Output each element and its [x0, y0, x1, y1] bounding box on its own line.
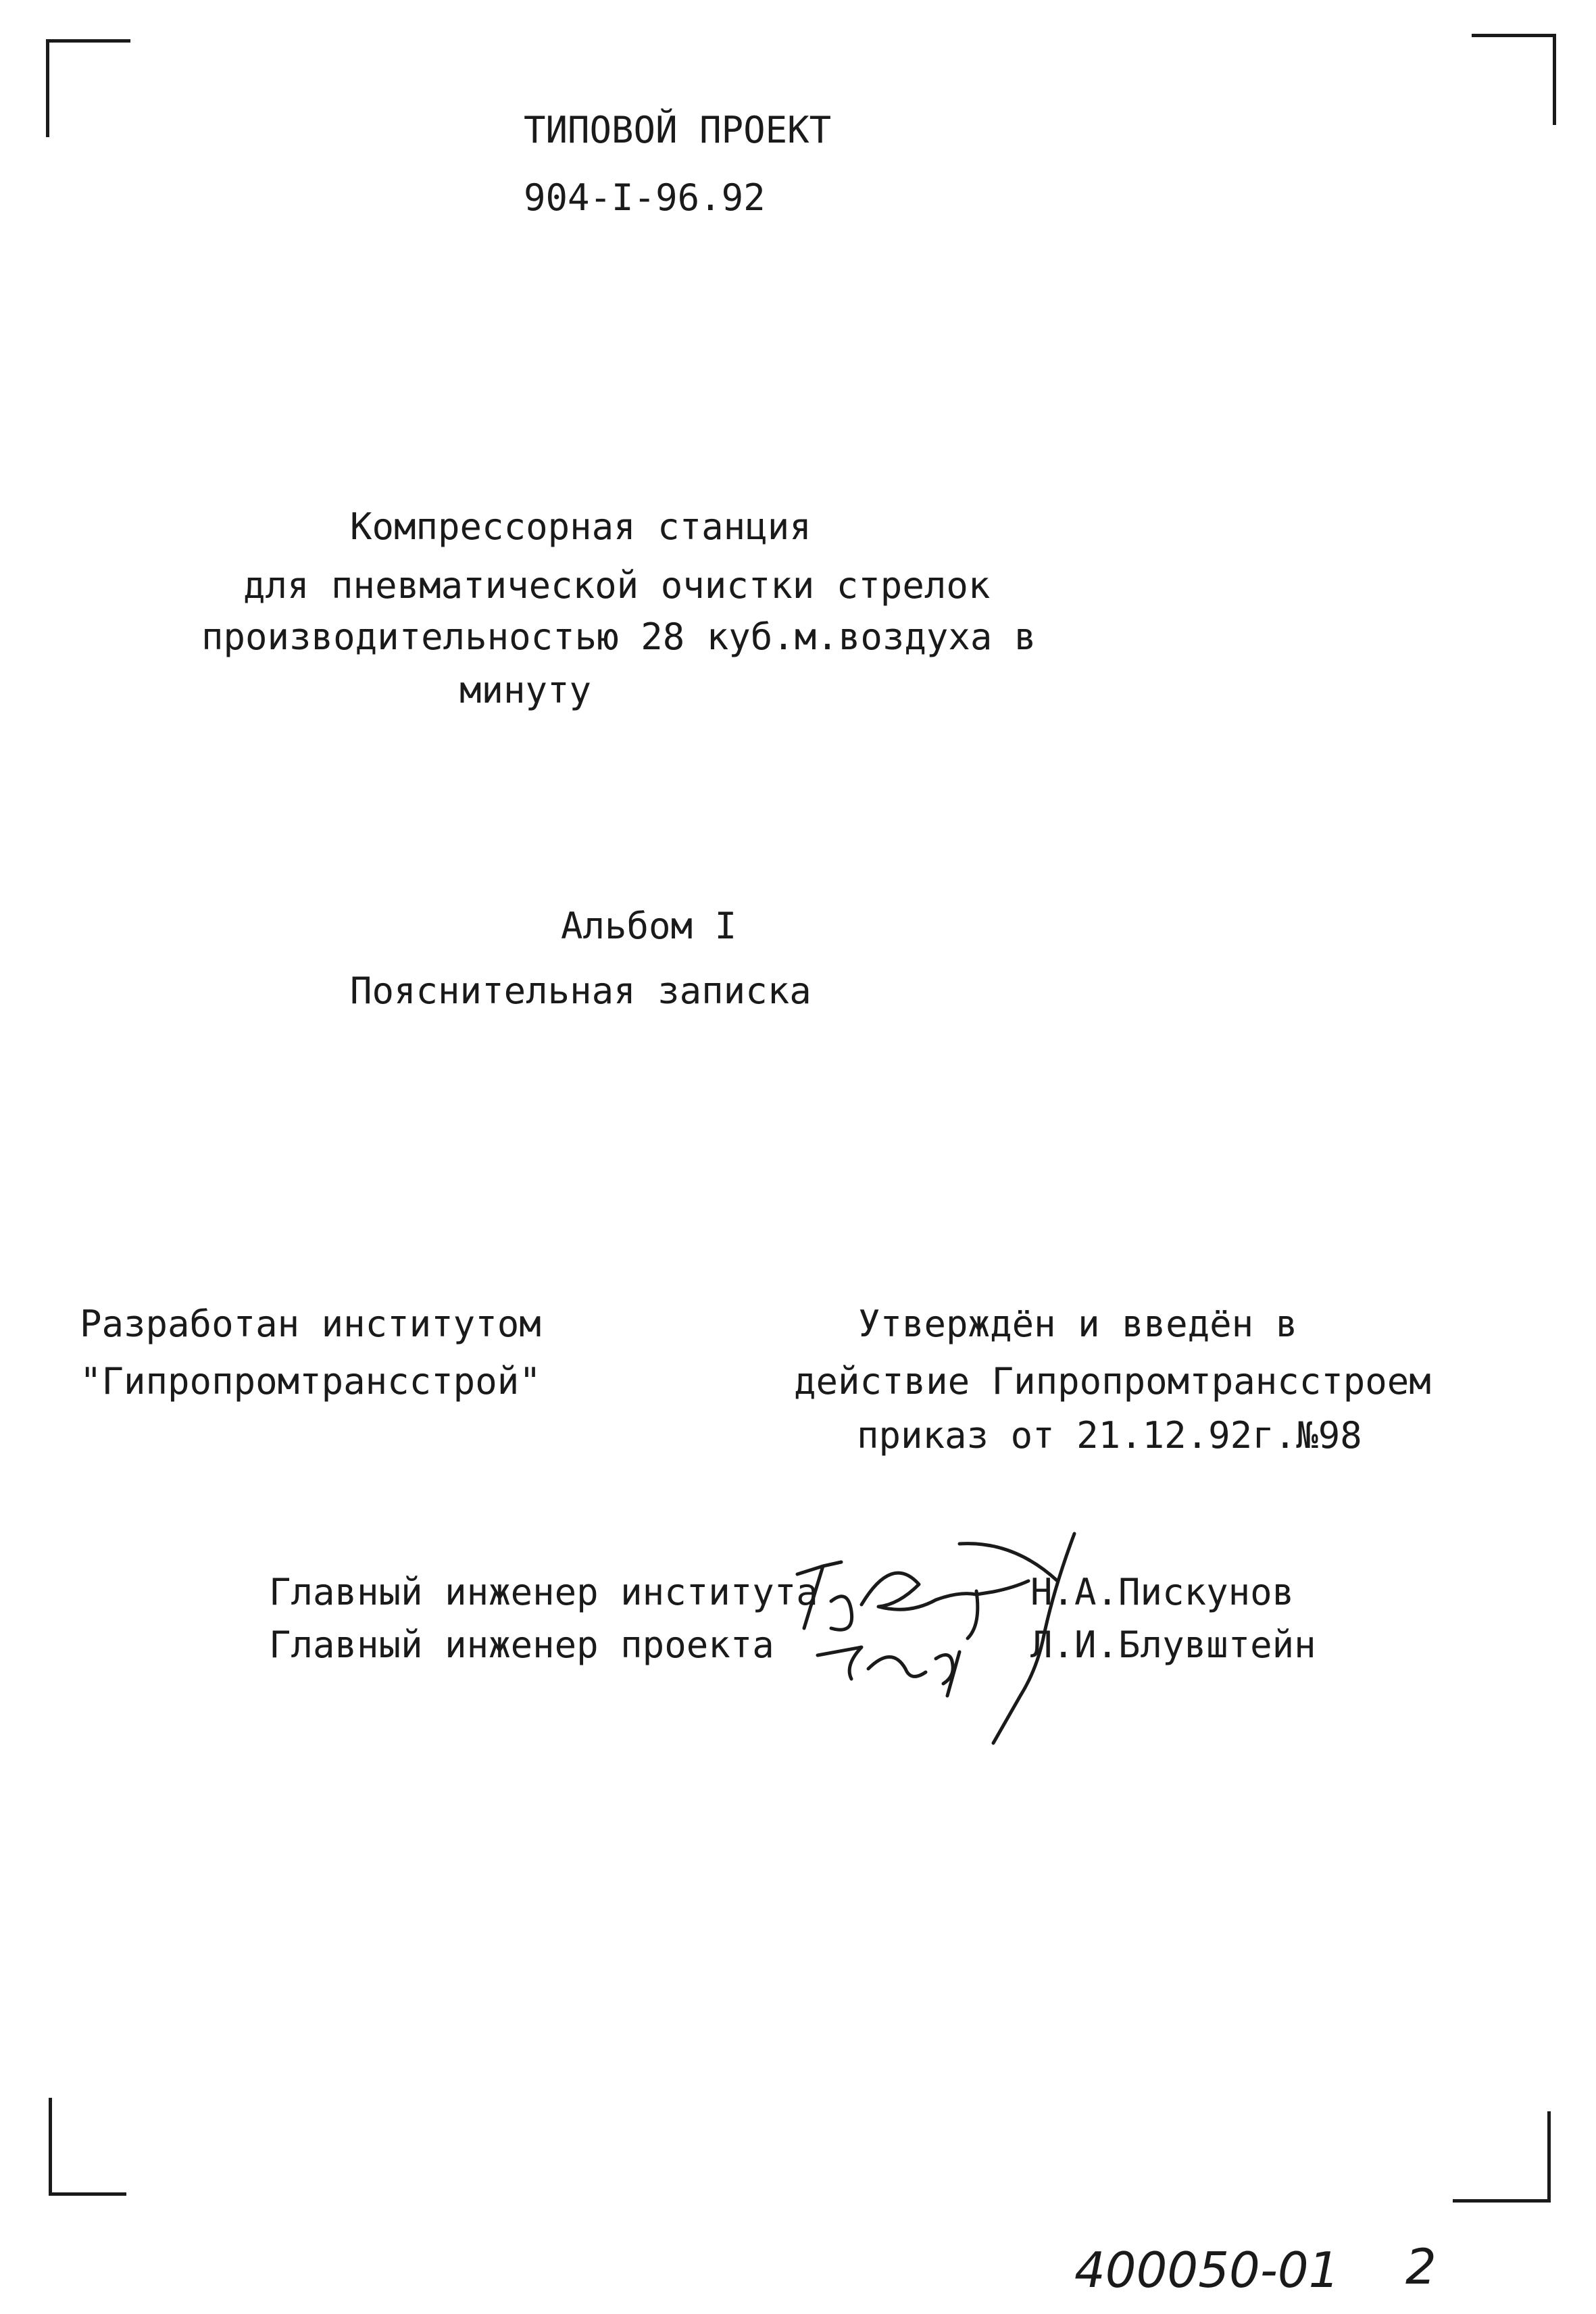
corner-mark-top-left	[46, 39, 130, 137]
title-line-2: для пневматической очистки стрелок	[243, 564, 991, 607]
developer-line-1: Разработан институтом	[80, 1303, 541, 1345]
title-line-4: минуту	[459, 669, 592, 711]
corner-mark-bottom-left	[49, 2098, 126, 2196]
title-line-3: производительностью 28 куб.м.воздуха в	[201, 615, 1037, 658]
corner-mark-bottom-right	[1453, 2111, 1551, 2203]
project-number: 904-I-96.92	[524, 176, 766, 219]
approval-line-3: приказ от 21.12.92г.№98	[857, 1414, 1362, 1457]
signatory-name-2: Л.И.Блувштейн	[1030, 1624, 1316, 1666]
approval-line-1: Утверждён и введён в	[858, 1303, 1298, 1345]
album-name: Пояснительная записка	[350, 970, 812, 1012]
sheet-number: 2	[1405, 2238, 1437, 2295]
approval-line-2: действие Гипропромтрансстроем	[794, 1360, 1431, 1403]
developer-line-2: "Гипропромтрансстрой"	[80, 1360, 541, 1403]
project-type: ТИПОВОЙ ПРОЕКТ	[524, 109, 832, 151]
corner-mark-top-right	[1472, 34, 1556, 125]
archive-number: 400050-01	[1074, 2242, 1340, 2298]
handwritten-signatures	[791, 1527, 1088, 1750]
signatory-name-1: Н.А.Пискунов	[1030, 1571, 1295, 1613]
signatory-role-1: Главный инженер института	[269, 1571, 818, 1613]
album-number: Альбом I	[561, 905, 737, 947]
signatory-role-2: Главный инженер проекта	[269, 1624, 774, 1666]
title-line-1: Компрессорная станция	[350, 505, 812, 548]
